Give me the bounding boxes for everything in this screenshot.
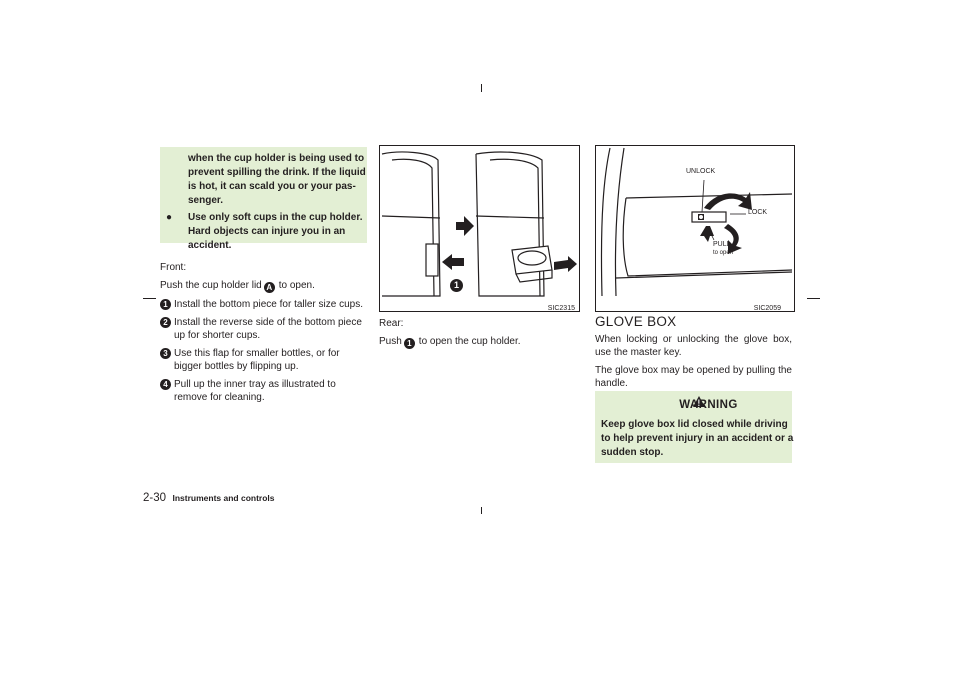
marker-a: A <box>264 282 275 293</box>
section-title: Instruments and controls <box>172 493 275 503</box>
warning-title: WARNING <box>679 399 738 411</box>
marker-1: 1 <box>404 338 415 349</box>
glove-box-warning-box <box>595 391 792 463</box>
step-number: 3 <box>160 348 171 359</box>
step-text: Install the reverse side of the bottom piece up for shorter cups. <box>174 317 362 341</box>
bullet-line: Use only soft cups in the cup holder. <box>188 212 363 223</box>
glove-box-para-2: The glove box may be opened by pulling the handle. <box>595 365 792 389</box>
bullet-line: Hard objects can injure you in an <box>188 226 346 237</box>
column-3-body <box>595 333 792 395</box>
column-1-body <box>160 261 367 409</box>
figure-code: SIC2315 <box>547 305 575 312</box>
crop-mark-right <box>807 298 820 299</box>
cup-holder-warning-box <box>160 147 367 251</box>
glove-box-heading: GLOVE BOX <box>595 314 677 329</box>
warning-line: Keep glove box lid closed while driving <box>601 419 788 430</box>
figure-code: SIC2059 <box>753 305 781 312</box>
step-2 <box>160 316 367 342</box>
glove-box-figure <box>595 145 795 312</box>
fig-pull-label: PULL <box>713 241 731 248</box>
rear-label: Rear: <box>379 318 404 329</box>
page-number: 2-30 <box>143 492 167 504</box>
rear-cup-holder-illustration <box>380 146 579 311</box>
crop-mark-left <box>143 298 156 299</box>
front-label: Front: <box>160 262 187 273</box>
bullet-line: accident. <box>188 240 232 251</box>
figure-callout-1: 1 <box>450 279 463 292</box>
page-footer <box>143 488 275 506</box>
step-text: Install the bottom piece for taller size cups. <box>174 299 363 310</box>
rear-cup-holder-figure <box>379 145 580 312</box>
step-text: Use this flap for smaller bottles, or for bigger bottles by flipping up. <box>174 348 340 372</box>
glove-box-para-1: When locking or unlocking the glove box, use the master key. <box>595 334 792 358</box>
push-instruction: Push the cup holder lid A to open. <box>160 280 315 292</box>
step-number: 4 <box>160 379 171 390</box>
step-number: 1 <box>160 299 171 310</box>
step-text: Pull up the inner tray as illustrated to remove for cleaning. <box>174 379 336 403</box>
step-3 <box>160 347 367 373</box>
fig-lock-label: LOCK <box>748 209 768 216</box>
warning-line: sudden stop. <box>601 447 664 458</box>
rear-push-instruction: Push 1 to open the cup holder. <box>379 336 521 348</box>
crop-mark-top <box>481 84 482 92</box>
warning-line: is hot, it can scald you or your pas- <box>188 181 356 192</box>
step-number: 2 <box>160 317 171 328</box>
warning-line: when the cup holder is being used to <box>188 153 365 164</box>
bullet-icon: ● <box>166 212 173 223</box>
step-1 <box>160 298 367 311</box>
crop-mark-bottom <box>481 507 482 514</box>
column-2-body <box>379 317 578 354</box>
warning-line: to help prevent injury in an accident or a <box>601 433 794 444</box>
warning-line: senger. <box>188 195 224 206</box>
step-4 <box>160 378 367 404</box>
fig-unlock-label: UNLOCK <box>686 168 716 175</box>
fig-to-open-label: to open <box>713 250 734 256</box>
warning-line: prevent spilling the drink. If the liquid <box>188 167 366 178</box>
